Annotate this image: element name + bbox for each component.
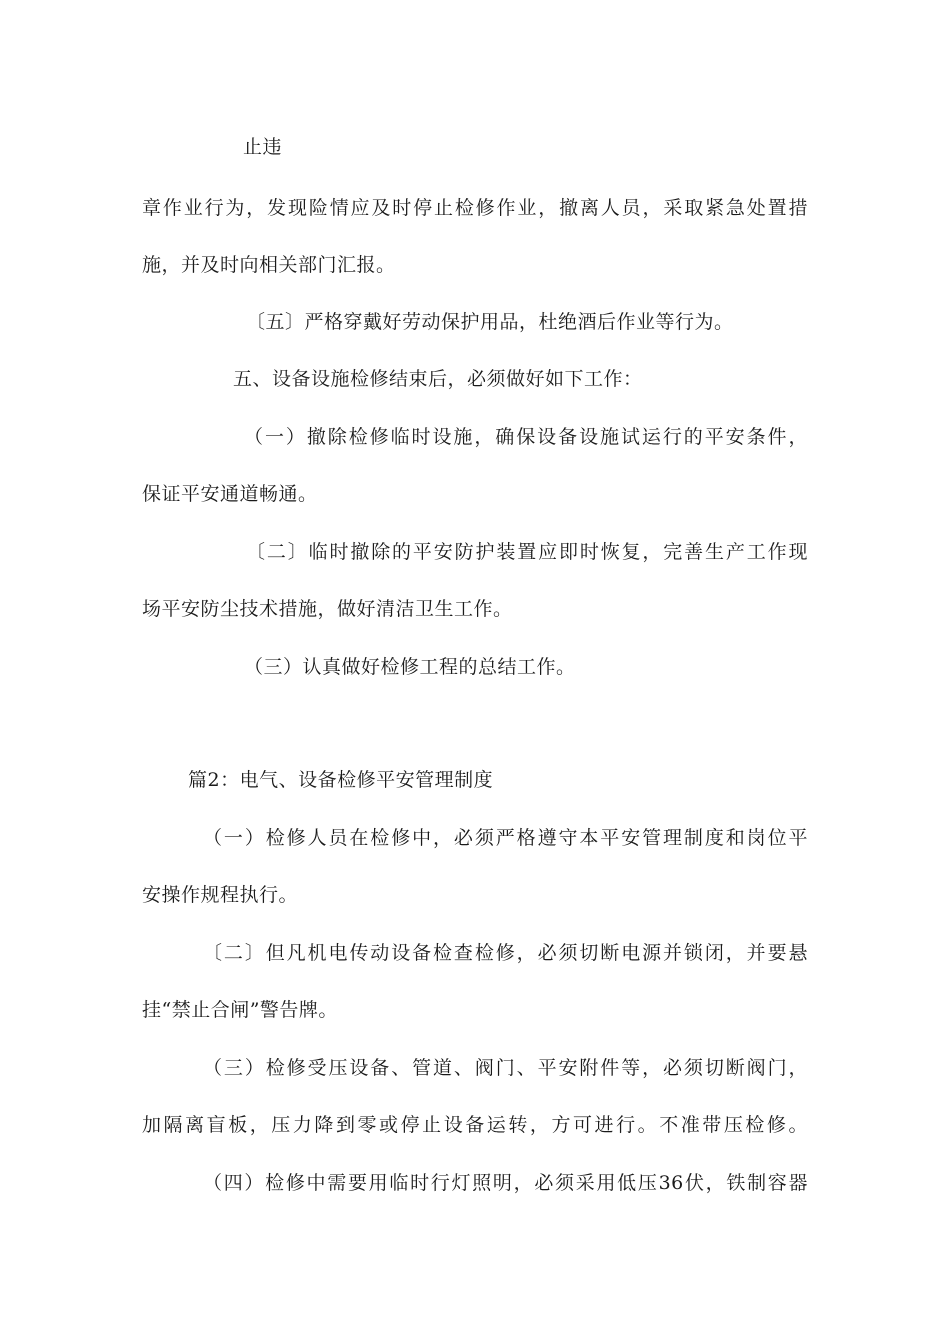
chapter-heading: 篇2：电气、设备检修平安管理制度 xyxy=(188,769,494,791)
paragraph-line: 施，并及时向相关部门汇报。 xyxy=(142,254,396,276)
paragraph-item-2: 〔二〕但凡机电传动设备检查检修，必须切断电源并锁闭，并要悬 xyxy=(203,942,808,964)
paragraph-line: 加隔离盲板，压力降到零或停止设备运转，方可进行。不准带压检修。 xyxy=(142,1114,808,1136)
paragraph-fragment: 止违 xyxy=(243,136,283,158)
paragraph-item-1: （一）检修人员在检修中，必须严格遵守本平安管理制度和岗位平 xyxy=(203,827,808,849)
paragraph-item-5: 〔五〕严格穿戴好劳动保护用品，杜绝酒后作业等行为。 xyxy=(246,311,734,333)
section-heading-5: 五、设备设施检修结束后，必须做好如下工作： xyxy=(233,368,643,390)
paragraph-item-4: （四）检修中需要用临时行灯照明，必须采用低压36伏，铁制容器 xyxy=(203,1172,808,1194)
paragraph-line: 章作业行为，发现险情应及时停止检修作业，撤离人员，采取紧急处置措 xyxy=(142,197,808,219)
paragraph-line: 安操作规程执行。 xyxy=(142,884,299,906)
paragraph-line: 挂“禁止合闸”警告牌。 xyxy=(142,999,338,1021)
paragraph-line: 场平安防尘技术措施，做好清洁卫生工作。 xyxy=(142,598,513,620)
paragraph-item-3: （三）检修受压设备、管道、阀门、平安附件等，必须切断阀门， xyxy=(203,1057,808,1079)
paragraph-item-1: （一）撤除检修临时设施，确保设备设施试运行的平安条件， xyxy=(244,426,808,448)
paragraph-line: 保证平安通道畅通。 xyxy=(142,483,318,505)
paragraph-item-3: （三）认真做好检修工程的总结工作。 xyxy=(244,656,576,678)
paragraph-item-2: 〔二〕临时撤除的平安防护装置应即时恢复，完善生产工作现 xyxy=(246,541,808,563)
